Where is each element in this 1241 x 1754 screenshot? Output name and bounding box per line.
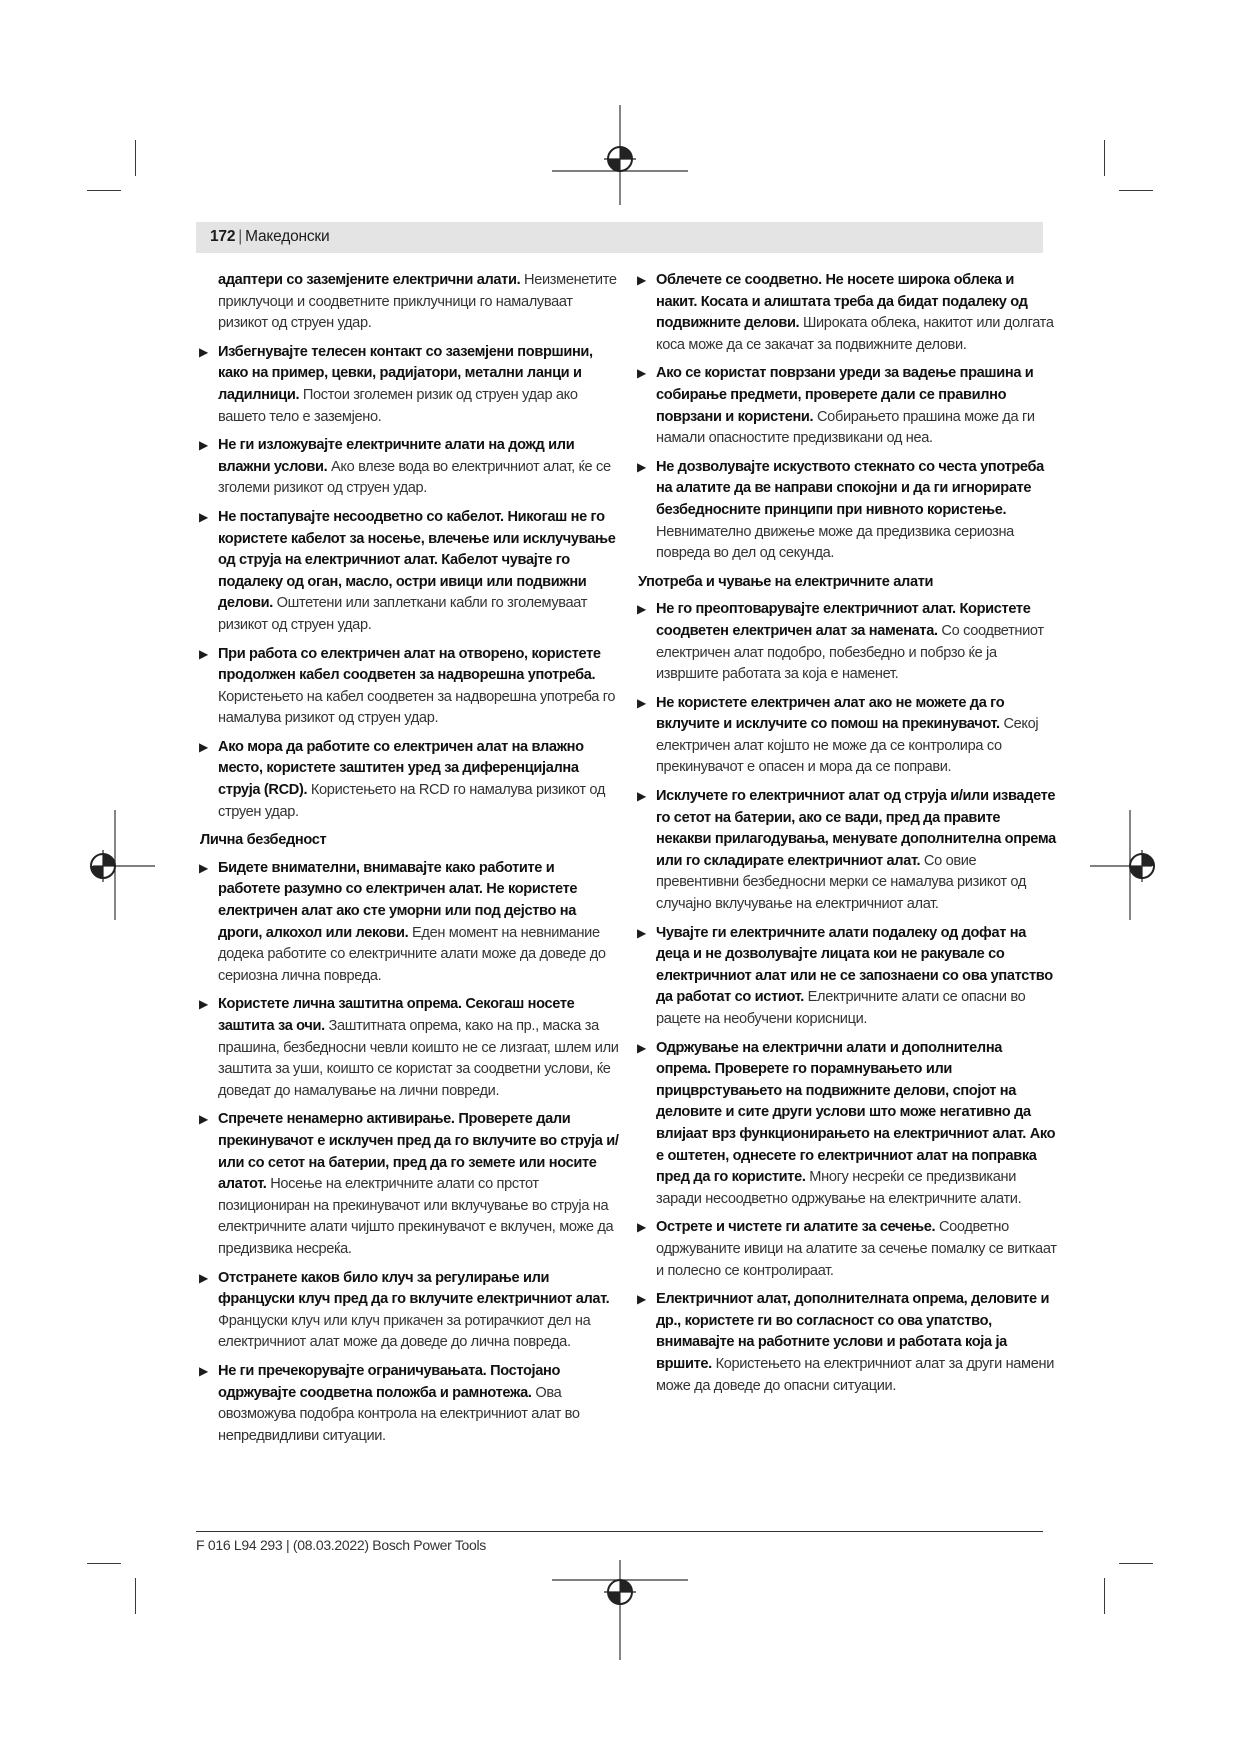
safety-item [638,786,1058,916]
item-bold-text: Електричниот алат, дополнителната опрема, деловите и др., користете ги во согласност со ова упатство, внимавајте на работните услови и работата која ја вршите. [656,1291,1050,1372]
safety-item [200,994,620,1102]
triangle-right-icon: ▶ [637,366,646,381]
crop-mark [1104,140,1105,176]
triangle-right-icon: ▶ [199,438,208,453]
item-text: Француски клуч или клуч прикачен за ротирачкиот дел на електричниот алат може да доведе до лична повреда. [218,1312,591,1351]
safety-item [200,1109,620,1260]
safety-item [200,435,620,500]
safety-item [638,457,1058,565]
triangle-right-icon: ▶ [637,273,646,287]
crop-mark [1104,1578,1105,1614]
item-bold-text: Острете и чистете ги алатите за сечење. [656,1219,936,1236]
paragraph-bold: адаптери со заземјените електрични алати. [218,272,521,288]
item-text: Носење на електричните алати со прстот позициониран на прекинувачот или вклучување во струја на електричните алати чијшто прекинувачот е вклучен, може да предизвика несреќа. [218,1176,614,1257]
item-bold-text: Не ги пречекорувајте ограничувањата. Постојано одржувајте соодветна положба и рамнотежа. [218,1362,561,1401]
page-number: 172 [210,228,236,245]
item-bold-text: При работа со електричен алат на отворено, користете продолжен кабел соодветен за надворешна употреба. [218,645,601,684]
item-bold-text: Не го преоптоварувајте електричниот алат. Користете соодветен електричен алат за намената. [656,601,1031,639]
header-separator: | [238,228,243,245]
item-text: Со соодветниот електричен алат подобро, побезбедно и побрзо ќе ја извршите работата за која е наменет. [656,622,1044,683]
triangle-right-icon: ▶ [637,1220,646,1235]
item-bold-text: Ако се користат поврзани уреди за вадење прашина и собирање предмети, проверете дали се правилно поврзани и користени. [656,365,1034,425]
registration-crosshair-icon [552,1560,688,1660]
safety-item [638,1038,1058,1211]
triangle-right-icon: ▶ [199,646,208,661]
safety-item [638,923,1058,1031]
item-bold-text: Ако мора да работите со електричен алат на влажно место, користете заштитен уред за диференцијална струја (RCD). [218,738,584,799]
item-bold-text: Облечете се соодветно. Не носете широка облека и накит. Косата и алиштата треба да бидат подалеку од подвижните делови. [656,272,1028,332]
triangle-right-icon: ▶ [199,1363,208,1378]
crop-mark [87,1563,121,1564]
section-heading: Употреба и чување на електричните алати [638,573,934,590]
safety-item [200,342,620,428]
triangle-right-icon: ▶ [199,739,208,754]
paragraph-text: Неизменетите приклучоци и соодветните приклучници го намалуваат ризикот од струен удар. [218,272,617,332]
item-text: Заштитната опрема, како на пр., маска за прашина, безбедносни чевли коишто не се лизгаат, шлем или заштита за уши, коишто се користат за соодветни услови, ќе доведат до намалување на лични повреди. [218,1018,619,1099]
item-text: Со овие превентивни безбедносни мерки се намалува ризикот од случајно вклучување на електричниот алат. [656,852,1027,913]
item-bold-text: Отстранете каков било клуч за регулирање или француски клуч пред да го вклучите електричниот алат. [218,1269,610,1308]
item-text: Еден момент на невнимание додека работите со електричните алати може да доведе до сериозна лична повреда. [218,924,606,984]
item-text: Постои зголемен ризик од струен удар ако вашето тело е заземјено. [218,386,578,425]
safety-item [200,737,620,823]
item-bold-text: Избегнувајте телесен контакт со заземјени површини, како на пример, цевки, радијатори, метални ланци и ладилници. [218,343,593,403]
item-text: Секој електричен алат којшто не може да се контролира со прекинувачот е опасен и мора да се поправи. [656,716,1039,776]
registration-crosshair-icon [552,105,688,205]
safety-item [638,693,1058,779]
safety-item [200,507,620,637]
page-header [210,228,329,246]
safety-item [638,1289,1058,1397]
safety-item [200,1268,620,1354]
triangle-right-icon: ▶ [199,1270,208,1285]
triangle-right-icon: ▶ [637,925,646,940]
crop-mark [135,140,136,176]
footer-rule [196,1531,1043,1532]
safety-item [638,1217,1058,1282]
item-text: Широката облека, накитот или долгата коса може да се закачат за подвижните делови. [656,315,1054,353]
item-text: Многу несреќи се предизвикани заради несоодветно одржување на електричните алати. [656,1169,1022,1207]
item-text: Користењето на RCD го намалува ризикот од струен удар. [218,782,606,820]
item-text: Ако влезе вода во електричниот алат, ќе се зголеми ризикот од струен удар. [218,458,611,497]
safety-list [638,270,1058,565]
triangle-right-icon: ▶ [637,695,646,710]
safety-list [200,858,620,1447]
safety-item [638,270,1058,356]
item-text: Користењето на електричниот алат за други намени може да доведе до опасни ситуации. [656,1355,1055,1394]
item-text: Собирањето прашина може да ги намали опасностите предизвикани од неа. [656,408,1035,447]
safety-item [200,858,620,988]
crop-mark [135,1578,136,1614]
item-bold-text: Не дозволувајте искуството стекнато со честа употреба на алатите да ве направи спокојни и да ги игнорирате безбедносните принципи при нивното користење. [656,458,1044,518]
triangle-right-icon: ▶ [637,1040,646,1055]
item-bold-text: Бидете внимателни, внимавајте како работите и работете разумно со електричен алат. Не користете електричен алат ако сте уморни или под дејство на дроги, алкохол или лекови. [218,859,578,941]
continuation-paragraph [200,270,620,335]
left-column [200,270,620,1454]
item-text: Електричните алати се опасни во рацете на необучени корисници. [656,989,1026,1027]
item-text: Ова овозможува подобра контрола на електричниот алат во непредвидливи ситуации. [218,1384,580,1444]
safety-item [638,599,1058,685]
triangle-right-icon: ▶ [199,509,208,524]
item-text: Невнимателно движење може да предизвика сериозна повреда во дел од секунда. [656,523,1014,562]
item-text: Оштетени или заплеткани кабли го зголемуваат ризикот од струен удар. [218,595,588,633]
triangle-right-icon: ▶ [199,344,208,359]
safety-item [638,363,1058,449]
page-footer: F 016 L94 293 | (08.03.2022) Bosch Power Tools [196,1537,486,1553]
triangle-right-icon: ▶ [199,860,208,875]
item-text: Користењето на кабел соодветен за надворешна употреба го намалува ризикот од струен удар. [218,688,616,727]
item-bold-text: Исклучете го електричниот алат од струја и/или извадете го сетот на батерии, ако се вади, пред да правите некакви прилагодувања, менувате дополнителна опрема или го складирате електричниот алат. [656,788,1056,869]
item-bold-text: Не користете електричен алат ако не можете да го вклучите и исклучите со помош на прекинувачот. [656,694,1005,733]
item-bold-text: Не постапувајте несоодветно со кабелот. Никогаш не го користете кабелот за носење, влечење или исклучување од струја на електричниот алат. Кабелот чувајте го подалеку од оган, масло, остри ивици или подвижни делови. [218,508,616,612]
right-column [638,270,1058,1404]
item-bold-text: Чувајте ги електричните алати подалеку од дофат на деца и не дозволувајте лицата кои не ракувале со електричниот алат или не се запознаени со ова упатство да работат со истиот. [656,924,1053,1006]
registration-crosshair-icon [65,810,155,920]
safety-list [638,599,1058,1397]
triangle-right-icon: ▶ [637,602,646,617]
registration-crosshair-icon [1090,810,1180,920]
safety-list [200,342,620,823]
triangle-right-icon: ▶ [637,1292,646,1307]
triangle-right-icon: ▶ [199,997,208,1012]
triangle-right-icon: ▶ [637,789,646,804]
item-bold-text: Користете лична заштитна опрема. Секогаш носете заштита за очи. [218,996,575,1034]
item-bold-text: Спречете ненамерно активирање. Проверете дали прекинувачот е исклучен пред да го вклучите во струја и/или со сетот на батерии, пред да го земете или носите алатот. [218,1111,619,1193]
triangle-right-icon: ▶ [637,459,646,474]
item-bold-text: Не ги изложувајте електричните алати на дожд или влажни услови. [218,437,575,475]
triangle-right-icon: ▶ [199,1112,208,1127]
header-language: Македонски [245,228,330,245]
item-bold-text: Одржување на електрични алати и дополнителна опрема. Проверете го порамнувањето или прицврстувањето на подвижните делови, спојот на деловите и сите други услови што може негативно да влијаат врз функционирањето на електричниот алат. Ако е оштетен, однесете го електричниот алат на поправка пред да го користите. [656,1039,1056,1186]
safety-item [200,1361,620,1447]
item-text: Соодветно одржуваните ивици на алатите за сечење помалку се виткаат и полесно се контролираат. [656,1219,1057,1279]
section-heading: Лична безбедност [200,832,327,849]
crop-mark [1119,190,1153,191]
crop-mark [1119,1563,1153,1564]
crop-mark [87,190,121,191]
safety-item [200,644,620,730]
